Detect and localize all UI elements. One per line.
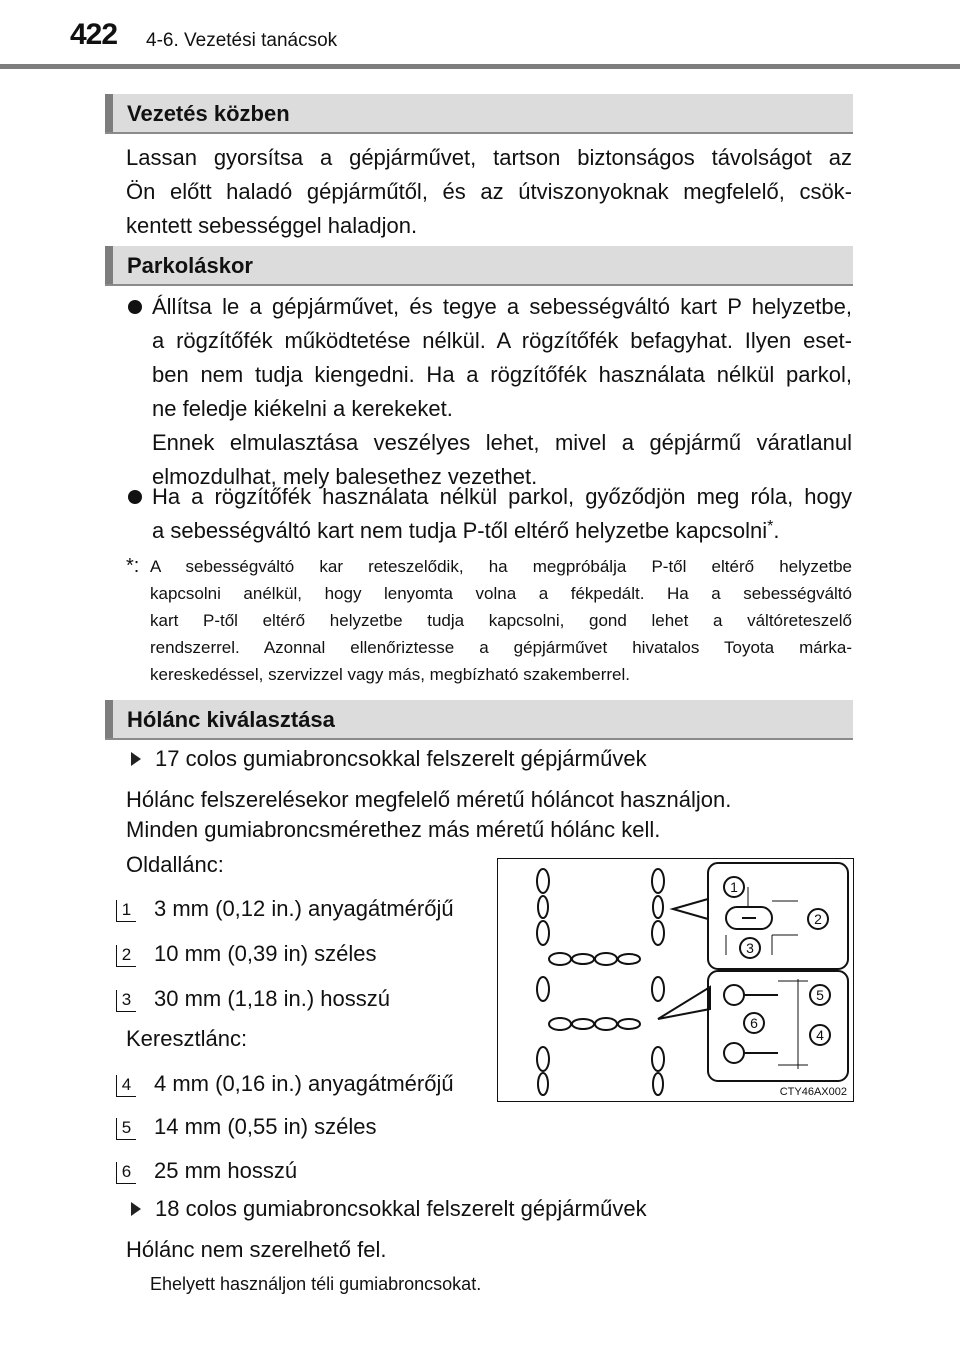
section-bar	[105, 700, 113, 738]
section-title: Hólánc kiválasztása	[127, 707, 335, 732]
chain-link	[537, 869, 549, 893]
no-chain-text: Hólánc nem szerelhető fel.	[126, 1237, 387, 1262]
chain-link	[653, 1073, 663, 1095]
item-text-4: 4 mm (0,16 in.) anyagátmérőjű	[154, 1071, 454, 1096]
chain-link	[549, 1018, 571, 1030]
item-text-2: 10 mm (0,39 in) széles	[154, 941, 377, 966]
item-number-3: 3	[116, 990, 136, 1012]
parking-b1-line-1: Állítsa le a gépjárművet, és tegye a sebességváltó kart P helyzetbe,	[152, 294, 852, 319]
chain-link	[537, 921, 549, 945]
sub-heading-18inch: 18 colos gumiabroncsokkal felszerelt gépjárművek	[155, 1196, 647, 1221]
winter-tire-note: Ehelyett használjon téli gumiabroncsokat.	[150, 1274, 482, 1294]
driving-line-2: Ön előtt haladó gépjárműtől, és az útviszonyoknak megfelelő, csök-	[126, 179, 852, 204]
section-title: Parkoláskor	[127, 253, 253, 278]
item-text-5: 14 mm (0,55 in) széles	[154, 1114, 377, 1139]
item-text-3: 30 mm (1,18 in.) hosszú	[154, 986, 390, 1011]
figure-code: CTY46AX002	[779, 1086, 847, 1098]
callout-3: 3	[746, 940, 754, 956]
chain-link	[595, 1018, 617, 1030]
section-title: Vezetés közben	[127, 101, 290, 126]
cross-chain-label: Keresztlánc:	[126, 1026, 248, 1051]
parking-b2-line-2: a sebességváltó kart nem tudja P-től eltérő helyzetbe kapcsolni*.	[152, 518, 780, 543]
triangle-bullet-icon	[131, 1202, 141, 1216]
item-number-4: 4	[116, 1075, 136, 1097]
chain-link	[618, 954, 640, 964]
footnote-line-5: kereskedéssel, szervizzel vagy más, megbízható szakemberrel.	[150, 665, 630, 684]
footnote-mark: *:	[126, 555, 140, 577]
item-number-6: 6	[116, 1162, 136, 1184]
chain-link	[652, 1047, 664, 1071]
section-header-snow-chain	[105, 700, 853, 740]
chain-link	[653, 896, 663, 918]
link-detail	[724, 1043, 744, 1063]
triangle-bullet-icon	[131, 752, 141, 766]
chain-link	[652, 921, 664, 945]
intro-line-2: Minden gumiabroncsmérethez más méretű hólánc kell.	[126, 817, 661, 842]
snow-chain-diagram	[498, 859, 853, 1101]
chain-link	[618, 1019, 640, 1029]
item-text-1: 3 mm (0,12 in.) anyagátmérőjű	[154, 896, 454, 921]
link-detail	[724, 985, 744, 1005]
side-chain-label: Oldallánc:	[126, 852, 224, 877]
parking-b1-line-5: Ennek elmulasztása veszélyes lehet, mivel a gépjármű váratlanul	[152, 430, 852, 455]
pointer	[658, 987, 710, 1019]
bullet-dot	[128, 490, 142, 504]
callout-2: 2	[814, 911, 822, 927]
bullet-dot	[128, 300, 142, 314]
section-bar	[105, 246, 113, 284]
callout-5: 5	[816, 987, 824, 1003]
chain-link	[549, 953, 571, 965]
link-shank	[744, 995, 778, 1053]
callout-6: 6	[750, 1015, 758, 1031]
chapter-title: 4-6. Vezetési tanácsok	[146, 30, 338, 51]
intro-line-1: Hólánc felszerelésekor megfelelő méretű hóláncot használjon.	[126, 787, 732, 812]
sub-heading-17inch: 17 colos gumiabroncsokkal felszerelt gépjárművek	[155, 746, 647, 771]
driving-line-3: kentett sebességgel haladjon.	[126, 213, 418, 238]
page-number: 422	[70, 18, 118, 51]
section-header-driving	[105, 94, 853, 134]
chain-link	[538, 896, 548, 918]
driving-line-1: Lassan gyorsítsa a gépjárművet, tartson biztonságos távolságot az	[126, 145, 852, 170]
chain-link	[538, 1073, 548, 1095]
chain-link	[537, 1047, 549, 1071]
pointer	[673, 899, 708, 919]
item-number-1: 1	[116, 900, 136, 922]
chain-link	[652, 869, 664, 893]
chain-link	[595, 953, 617, 965]
chain-link	[652, 977, 664, 1001]
parking-b1-line-2: a rögzítőfék működtetése nélkül. A rögzítőfék befagyhat. Ilyen eset-	[152, 328, 852, 353]
chain-link	[572, 1019, 594, 1029]
chain-link	[537, 977, 549, 1001]
item-number-5: 5	[116, 1118, 136, 1140]
callout-1: 1	[730, 879, 738, 895]
snow-chain-figure	[497, 858, 854, 1102]
footnote-line-4: rendszerrel. Azonnal ellenőriztesse a gépjárművet hivatalos Toyota márka-	[150, 638, 852, 657]
item-text-6: 25 mm hosszú	[154, 1158, 298, 1183]
footnote-line-2: kapcsolni anélkül, hogy lenyomta volna a fékpedált. Ha a sebességváltó	[150, 584, 852, 603]
callout-4: 4	[816, 1027, 824, 1043]
parking-b1-line-6: elmozdulhat, mely balesethez vezethet.	[152, 464, 538, 489]
footnote-line-3: kart P-től eltérő helyzetbe tudja kapcsolni, gond lehet a váltóreteszelő	[150, 611, 852, 630]
section-header-parking	[105, 246, 853, 286]
parking-b1-line-4: ne feledje kiékelni a kerekeket.	[152, 396, 453, 421]
item-number-2: 2	[116, 945, 136, 967]
section-bar	[105, 94, 113, 132]
asterisk-mark: *	[767, 518, 774, 535]
parking-b1-line-3: ben nem tudja kiengedni. Ha a rögzítőfék használata nélkül parkol,	[152, 362, 852, 387]
chain-link	[572, 954, 594, 964]
parking-b2-line-2-text: a sebességváltó kart nem tudja P-től eltérő helyzetbe kapcsolni	[152, 518, 768, 543]
parking-b2-line-1: Ha a rögzítőfék használata nélkül parkol, győződjön meg róla, hogy	[152, 484, 852, 509]
footnote-line-1: A sebességváltó kar reteszelődik, ha megpróbálja P-től eltérő helyzetbe	[150, 557, 852, 576]
header-rule	[0, 64, 960, 69]
